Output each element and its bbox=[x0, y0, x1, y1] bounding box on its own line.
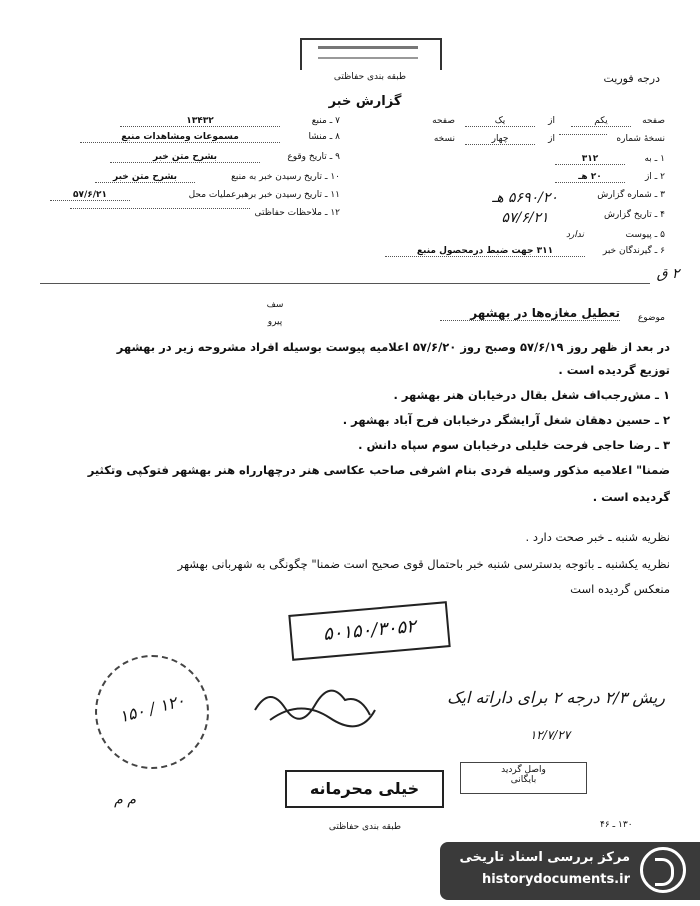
subject-value: تعطیل مغازه‌ها در بهشهر bbox=[440, 306, 620, 321]
org-name: مرکز بررسی اسناد تاریخی bbox=[459, 850, 630, 865]
field-page: صفحه یکم از یک صفحه bbox=[432, 116, 665, 126]
field-from: ۲ ـ از ۲۰ هـ bbox=[380, 172, 665, 186]
field-news-to-source-date: ۱۰ ـ تاریخ رسیدن خبر به منبع بشرح متن خبر bbox=[40, 172, 340, 186]
body-item-3: ۳ ـ رضا حاجی فرحت خلیلی درخیابان سوم سپاه دانش . bbox=[358, 438, 670, 452]
body-intro: در بعد از ظهر روز ۵۷/۶/۱۹ وصبح روز ۵۷/۶/۲۰ اعلامیه پیوست بوسیله افراد مشروحه زیر در بهشهر bbox=[116, 340, 670, 354]
field-news-to-operator-date: ۱۱ ـ تاریخ رسیدن خبر برهبرعملیات محل ۵۷/۶/۲۱ bbox=[40, 190, 340, 204]
field-origin: ۸ ـ منشا مسموعات ومشاهدات منبع bbox=[40, 132, 340, 146]
archive-logo-icon bbox=[640, 847, 686, 893]
field-copy-number: نسخهٔ شماره از چهار نسخه bbox=[433, 134, 665, 144]
signature-scribble bbox=[250, 680, 380, 730]
footer-classification: طبقه بندی حفاظتی bbox=[328, 822, 402, 832]
right-fields bbox=[380, 110, 665, 260]
handwritten-box-note: ۵۰۱۵۰/۳۰۵۲ bbox=[322, 615, 417, 646]
opinion-sunday: نظریه یکشنبه ـ باتوجه بدسترسی شنبه خبر باحتمال قوی صحیح است ضمنا" چگونگی به شهربانی بهشهر bbox=[177, 557, 670, 571]
confidential-stamp-text: خیلی محرمانه bbox=[309, 779, 420, 798]
priority-label: درجه فوریت bbox=[603, 72, 660, 85]
subject-side-bottom: پیرو bbox=[267, 317, 283, 327]
round-stamp-text: ۱۵۰ / ۱۲۰ bbox=[117, 690, 187, 727]
field-security-notes: ۱۲ ـ ملاحظات حفاظتی bbox=[40, 208, 340, 222]
body-intro-cont: توزیع گردیده است . bbox=[558, 363, 670, 377]
report-title: گزارش خبر bbox=[328, 94, 402, 109]
body-note: ضمنا" اعلامیه مذکور وسیله فردی بنام اشرفی صاحب عکاسی هنر درچهارراه هنر بهشهر فتوکپی وتکثیر bbox=[87, 463, 670, 477]
round-stamp bbox=[95, 655, 209, 769]
top-classification: طبقه بندی حفاظتی bbox=[333, 72, 407, 82]
handwritten-date: ۱۲/۷/۲۷ bbox=[529, 728, 571, 742]
confidential-stamp bbox=[285, 770, 444, 808]
field-report-date: ۴ ـ تاریخ گزارش ۵۷/۶/۲۱ bbox=[501, 210, 665, 226]
field-attachment: ۵ ـ پیوست ندارد bbox=[565, 230, 665, 240]
field-recipients: ۶ ـ گیرندگان خبر ۳۱۱ جهت ضبط درمحصول منبع bbox=[380, 246, 665, 260]
received-stamp-line1: واصل گردید bbox=[501, 765, 546, 775]
field-source: ۷ ـ منبع ۱۳۴۳۲ bbox=[40, 116, 340, 130]
body-note-cont: گردیده است . bbox=[592, 490, 670, 504]
form-code: ۱۳۰ ـ ۴۶ bbox=[600, 820, 633, 830]
website-link[interactable]: historydocuments.ir bbox=[481, 872, 630, 887]
handwritten-instruction: ریش ۲/۳ درجه ۲ برای داراته ایک bbox=[447, 688, 665, 707]
field-report-number: ۳ ـ شماره گزارش ۵۶۹۰/۲۰ هـ bbox=[492, 190, 665, 206]
received-stamp bbox=[460, 762, 587, 794]
subject-side-top: سف bbox=[266, 300, 284, 310]
subject-label: موضوع bbox=[637, 313, 665, 323]
separator-line bbox=[40, 283, 650, 284]
field-to: ۱ ـ به ۳۱۲ bbox=[380, 154, 665, 168]
received-stamp-line2: بایگانی bbox=[510, 775, 537, 785]
handwritten-initials: م م bbox=[114, 792, 136, 808]
margin-note: ۲ ق bbox=[656, 266, 680, 282]
top-redaction-scribble bbox=[318, 46, 418, 59]
field-event-date: ۹ ـ تاریخ وقوع بشرح متن خبر bbox=[40, 152, 340, 166]
body-item-1: ۱ ـ مش‌رجب‌اف شغل بقال درخیابان هنر بهشهر . bbox=[393, 388, 670, 402]
opinion-saturday: نظریه شنبه ـ خبر صحت دارد . bbox=[525, 530, 670, 544]
handwritten-box bbox=[288, 601, 450, 661]
body-item-2: ۲ ـ حسین دهقان شغل آرایشگر درخیابان فرح آباد بهشهر . bbox=[342, 413, 670, 427]
opinion-sunday-cont: منعکس گردیده است bbox=[570, 582, 670, 596]
